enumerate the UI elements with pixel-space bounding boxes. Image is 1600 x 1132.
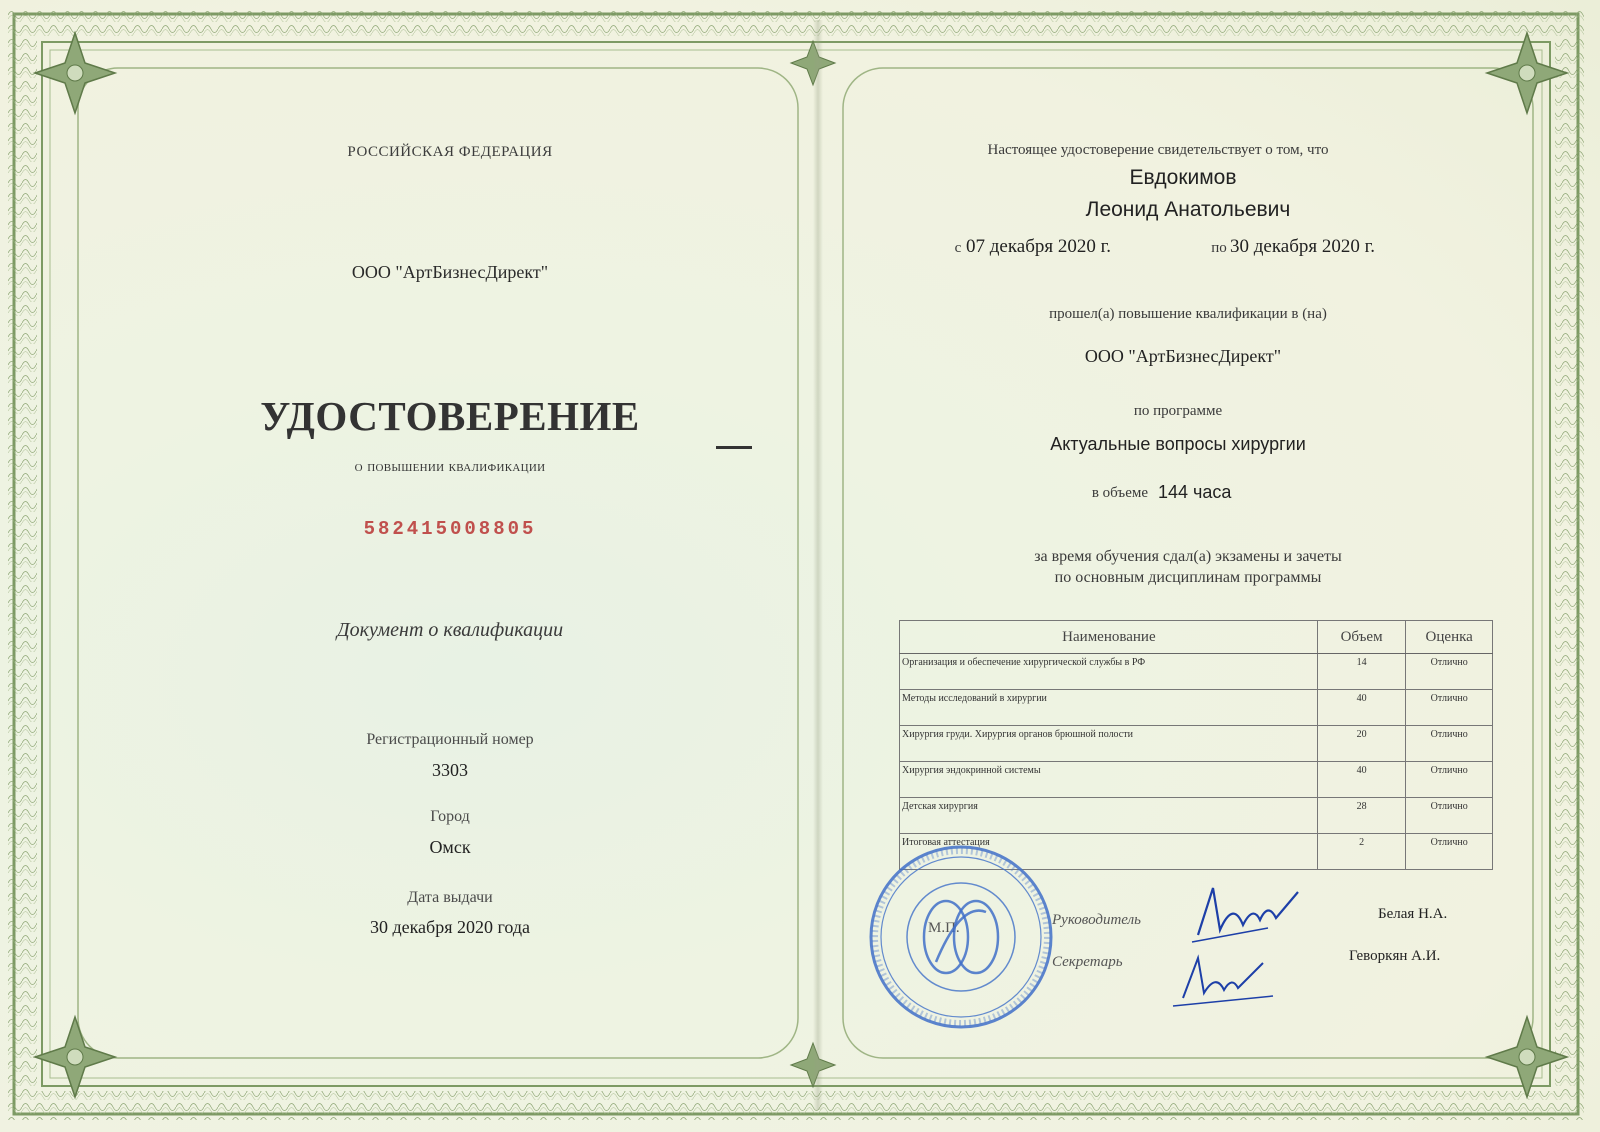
discipline-name: Организация и обеспечение хирургической службы в РФ (900, 654, 1318, 690)
role-head-label: Руководитель (1052, 912, 1141, 928)
header-name: Наименование (900, 621, 1318, 654)
volume-label: в объеме (1091, 485, 1148, 501)
discipline-hours: 2 (1317, 834, 1406, 870)
discipline-name: Детская хирургия (900, 798, 1318, 834)
official-stamp (866, 842, 1056, 1032)
city-value: Омск (429, 837, 471, 857)
discipline-name: Методы исследований в хирургии (900, 690, 1318, 726)
to-label: по (1211, 240, 1227, 256)
exams-text-line1: за время обучения сдал(а) экзамены и зачеты (1034, 548, 1342, 565)
registration-number: 3303 (432, 760, 468, 780)
from-date: 07 декабря 2020 г. (966, 236, 1112, 257)
document-subtitle: о повышении квалификации (354, 458, 546, 475)
discipline-hours: 40 (1317, 762, 1406, 798)
city-label: Город (430, 808, 470, 825)
discipline-grade: Отлично (1406, 690, 1493, 726)
table-row (900, 690, 1493, 726)
discipline-hours: 20 (1317, 726, 1406, 762)
role-secretary-label: Секретарь (1052, 954, 1123, 970)
document-title: УДОСТОВЕРЕНИЕ (260, 393, 640, 439)
program-label: по программе (1133, 403, 1223, 419)
table-row (900, 798, 1493, 834)
intro-text: Настоящее удостоверение свидетельствует о том, что (987, 142, 1329, 158)
signer-head-name: Белая Н.А. (1378, 906, 1448, 922)
discipline-hours: 40 (1317, 690, 1406, 726)
header-grade: Оценка (1406, 621, 1493, 654)
discipline-name: Хирургия груди. Хирургия органов брюшной полости (900, 726, 1318, 762)
discipline-hours: 14 (1317, 654, 1406, 690)
to-date: 30 декабря 2020 г. (1230, 236, 1376, 257)
volume-value: 144 часа (1158, 482, 1232, 502)
issuing-organization: ООО "АртБизнесДирект" (351, 262, 549, 282)
holder-surname: Евдокимов (1129, 166, 1237, 189)
exams-text-line2: по основным дисциплинам программы (1054, 569, 1322, 586)
stamp-place-label: М.П. (928, 920, 960, 936)
table-row (900, 726, 1493, 762)
discipline-grade: Отлично (1406, 798, 1493, 834)
table-header-row (900, 621, 1493, 654)
discipline-name: Хирургия эндокринной системы (900, 762, 1318, 798)
issue-date-label: Дата выдачи (407, 889, 493, 906)
country-name: РОССИЙСКАЯ ФЕДЕРАЦИЯ (347, 144, 553, 160)
signature-head (1188, 880, 1308, 950)
header-hours: Объем (1317, 621, 1406, 654)
table-row (900, 762, 1493, 798)
discipline-grade: Отлично (1406, 726, 1493, 762)
document-type: Документ о квалификации (336, 619, 564, 641)
serial-number: 582415008805 (363, 518, 537, 540)
holder-name: Леонид Анатольевич (1085, 198, 1291, 221)
table-row (900, 654, 1493, 690)
program-name: Актуальные вопросы хирургии (1050, 434, 1306, 454)
passed-text: прошел(а) повышение квалификации в (на) (1049, 306, 1327, 322)
discipline-grade: Отлично (1406, 762, 1493, 798)
registration-label: Регистрационный номер (366, 731, 534, 748)
issue-date: 30 декабря 2020 года (369, 917, 531, 937)
signer-secretary-name: Геворкян А.И. (1349, 948, 1441, 964)
training-organization: ООО "АртБизнесДирект" (1084, 346, 1282, 366)
disciplines-table (899, 620, 1493, 870)
signature-secretary (1168, 948, 1288, 1018)
discipline-hours: 28 (1317, 798, 1406, 834)
discipline-grade: Отлично (1406, 654, 1493, 690)
from-label: с (954, 240, 962, 256)
discipline-grade: Отлично (1406, 834, 1493, 870)
discipline-name: Итоговая аттестация (900, 834, 1318, 870)
